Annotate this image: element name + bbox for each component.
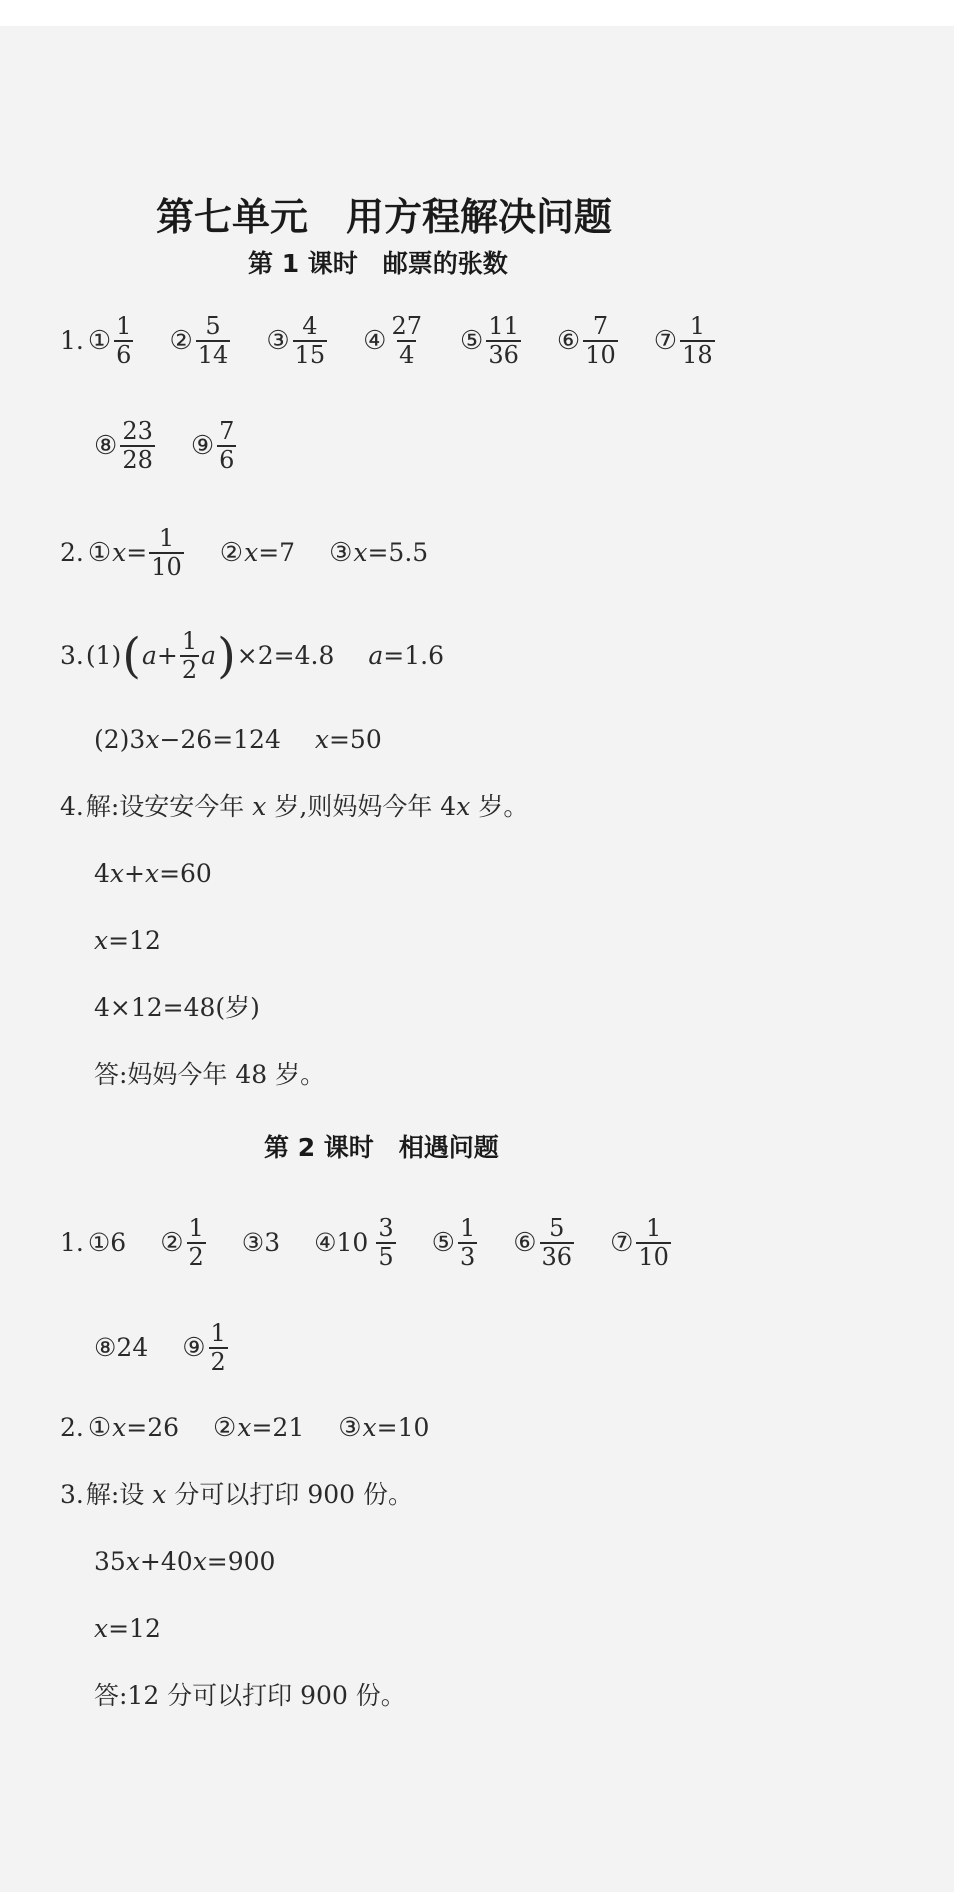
variable: x [353, 538, 368, 567]
variable: x [109, 859, 125, 888]
text: 4×12=48(岁) [94, 993, 260, 1022]
denominator: 6 [219, 446, 235, 474]
part-label: (1) [85, 641, 122, 670]
text: 4 [94, 859, 110, 888]
variable: x [94, 1614, 109, 1643]
denominator: 18 [682, 341, 713, 369]
equals-sign: = [126, 538, 148, 567]
numerator: 1 [188, 1214, 204, 1242]
variable: x [112, 1413, 127, 1442]
denominator: 28 [122, 446, 153, 474]
numerator: 27 [391, 312, 423, 340]
denominator: 4 [399, 341, 415, 369]
question-number: 1. [60, 1228, 84, 1257]
numerator: 5 [549, 1214, 565, 1242]
l2-q3-line1 [60, 1478, 413, 1512]
text: =12 [108, 926, 161, 955]
answer-value: =7 [258, 538, 296, 567]
answer-item [513, 1215, 576, 1271]
denominator: 10 [638, 1243, 669, 1271]
question-number: 1. [60, 326, 84, 355]
answer-item [191, 418, 239, 474]
numerator: 5 [205, 312, 221, 340]
l2-q1-row2 [94, 1320, 230, 1376]
circle-mark: ⑥ [513, 1228, 537, 1258]
variable: x [112, 538, 127, 567]
l1-q1-row1 [60, 313, 717, 369]
fraction [376, 1215, 395, 1271]
variable: x [192, 1547, 207, 1576]
text: 解:设安安今年 [85, 792, 245, 821]
text: =60 [159, 859, 212, 888]
variable: a [142, 641, 157, 670]
answer-item [160, 1215, 208, 1271]
fraction [149, 525, 184, 581]
circle-mark: ⑧ [94, 431, 118, 461]
answer-item: ③3 [241, 1228, 281, 1257]
denominator: 3 [459, 1243, 476, 1271]
answer-value: =5.5 [367, 538, 429, 567]
variable: x [244, 538, 259, 567]
l1-q2 [60, 525, 428, 581]
numerator: 1 [210, 1319, 226, 1347]
fraction [389, 313, 424, 369]
l1-q4-line2 [94, 857, 212, 891]
l1-q3-part1 [60, 628, 444, 684]
answer-value: =21 [251, 1413, 305, 1442]
fraction [293, 313, 328, 369]
equation-rest: −26=124 [159, 725, 281, 754]
text: 分可以打印 900 份。 [174, 1480, 414, 1509]
equation-tail: ×2=4.8 [236, 641, 335, 670]
denominator: 14 [197, 341, 229, 369]
fraction [458, 1215, 477, 1271]
circle-mark: ③ [266, 326, 290, 356]
variable: x [237, 1413, 252, 1442]
circle-mark: ② [169, 326, 193, 356]
fraction [187, 1215, 206, 1271]
answer-item [88, 313, 136, 369]
text: 35 [94, 1547, 126, 1576]
answer-item [266, 313, 329, 369]
question-number: 4. [60, 792, 84, 821]
l2-q2 [60, 1411, 429, 1445]
circle-mark: ⑤ [460, 326, 484, 356]
circle-mark: ⑦ [610, 1228, 634, 1258]
circle-mark: ④10 [314, 1228, 369, 1257]
text: 答:妈妈今年 48 岁。 [94, 1060, 326, 1089]
text: =12 [108, 1614, 161, 1643]
answer-value: =1.6 [383, 641, 444, 670]
numerator: 1 [181, 627, 198, 655]
numerator: 1 [646, 1214, 662, 1242]
numerator: 1 [116, 312, 132, 340]
numerator: 7 [592, 312, 609, 340]
denominator: 36 [488, 341, 519, 369]
circle-mark: ⑨ [182, 1333, 206, 1363]
denominator: 2 [210, 1348, 226, 1376]
circle-mark: ③ [329, 538, 353, 568]
fraction [180, 628, 199, 684]
fraction [120, 418, 155, 474]
question-number: 3. [60, 1480, 84, 1509]
numerator: 23 [122, 417, 153, 445]
answer-value: =10 [376, 1413, 430, 1442]
answer-item [94, 418, 157, 474]
denominator: 2 [181, 656, 198, 684]
text: 解:设 [85, 1480, 145, 1509]
fraction [636, 1215, 671, 1271]
answer-value: =50 [328, 725, 382, 754]
numerator: 11 [488, 312, 519, 340]
l1-q4-line4 [94, 991, 260, 1025]
text: 岁,则妈妈今年 4 [274, 792, 457, 821]
text: 岁。 [478, 792, 529, 821]
l1-q4-line1 [60, 790, 528, 824]
answer-item: ①6 [87, 1228, 127, 1257]
denominator: 6 [116, 341, 132, 369]
circle-mark: ② [213, 1413, 237, 1443]
numerator: 1 [689, 312, 705, 340]
l1-q3-part2 [94, 723, 382, 757]
l2-q1-row1 [60, 1215, 673, 1271]
circle-mark: ③ [338, 1413, 362, 1443]
answer-item [169, 313, 232, 369]
circle-mark: ⑦ [653, 326, 678, 356]
denominator: 2 [188, 1243, 204, 1271]
fraction [583, 313, 618, 369]
circle-mark: ⑨ [190, 431, 215, 461]
circle-mark: ① [87, 538, 112, 568]
l1-q4-line3 [94, 924, 161, 958]
answer-value: =26 [126, 1413, 180, 1442]
lesson2-title: 第 2 课时 相遇问题 [264, 1133, 499, 1162]
fraction [540, 1215, 575, 1271]
unit-title: 第七单元 用方程解决问题 [156, 195, 613, 239]
numerator: 1 [459, 1214, 476, 1242]
denominator: 15 [294, 341, 326, 369]
plus-sign: + [124, 859, 145, 888]
numerator: 7 [219, 417, 235, 445]
answer-item [314, 1215, 398, 1271]
answer-item [432, 1215, 480, 1271]
lesson1-title: 第 1 课时 邮票的张数 [248, 249, 508, 278]
variable: x [456, 792, 471, 821]
circle-mark: ④ [363, 326, 387, 356]
text: +40 [139, 1547, 193, 1576]
answer-item: ⑧24 [94, 1333, 149, 1362]
plus-sign: + [156, 641, 178, 670]
answer-item [610, 1215, 673, 1271]
denominator: 10 [151, 553, 182, 581]
variable: x [125, 1547, 140, 1576]
question-number: 3. [60, 641, 84, 670]
variable: a [368, 641, 384, 670]
numerator: 4 [302, 312, 318, 340]
fraction [196, 313, 231, 369]
variable: x [145, 725, 160, 754]
numerator: 1 [158, 524, 175, 552]
equation-lead: (2)3 [94, 725, 146, 754]
variable: x [94, 926, 109, 955]
l2-q3-line3 [94, 1612, 161, 1646]
l2-q3-answer [94, 1679, 406, 1713]
text: 答:12 分可以打印 900 份。 [94, 1681, 406, 1710]
circle-mark: ⑥ [556, 326, 581, 356]
fraction [114, 313, 133, 369]
variable: x [362, 1413, 377, 1442]
fraction [209, 1320, 228, 1376]
denominator: 36 [541, 1243, 573, 1271]
numerator: 3 [378, 1214, 394, 1242]
l1-q4-answer [94, 1058, 325, 1092]
variable: x [152, 1480, 167, 1509]
circle-mark: ① [87, 1413, 112, 1443]
variable: a [201, 641, 217, 670]
page-top-margin [0, 0, 954, 26]
circle-mark: ② [219, 538, 244, 568]
circle-mark: ② [160, 1228, 184, 1258]
fraction [680, 313, 715, 369]
fraction [217, 418, 236, 474]
l1-q1-row2 [94, 418, 238, 474]
answer-item [557, 313, 620, 369]
circle-mark: ⑤ [431, 1228, 455, 1258]
question-number: 2. [60, 1413, 84, 1442]
answer-item [460, 313, 523, 369]
variable: x [252, 792, 267, 821]
fraction [486, 313, 521, 369]
l2-q3-line2 [94, 1545, 275, 1579]
answer-item [654, 313, 717, 369]
variable: x [314, 725, 329, 754]
variable: x [144, 859, 160, 888]
right-paren: ) [217, 628, 236, 684]
answer-item [182, 1320, 230, 1376]
answer-item [363, 313, 426, 369]
denominator: 10 [585, 341, 616, 369]
denominator: 5 [378, 1243, 394, 1271]
text: =900 [206, 1547, 276, 1576]
left-paren: ( [122, 628, 142, 684]
question-number: 2. [60, 538, 84, 567]
circle-mark: ① [87, 326, 112, 356]
